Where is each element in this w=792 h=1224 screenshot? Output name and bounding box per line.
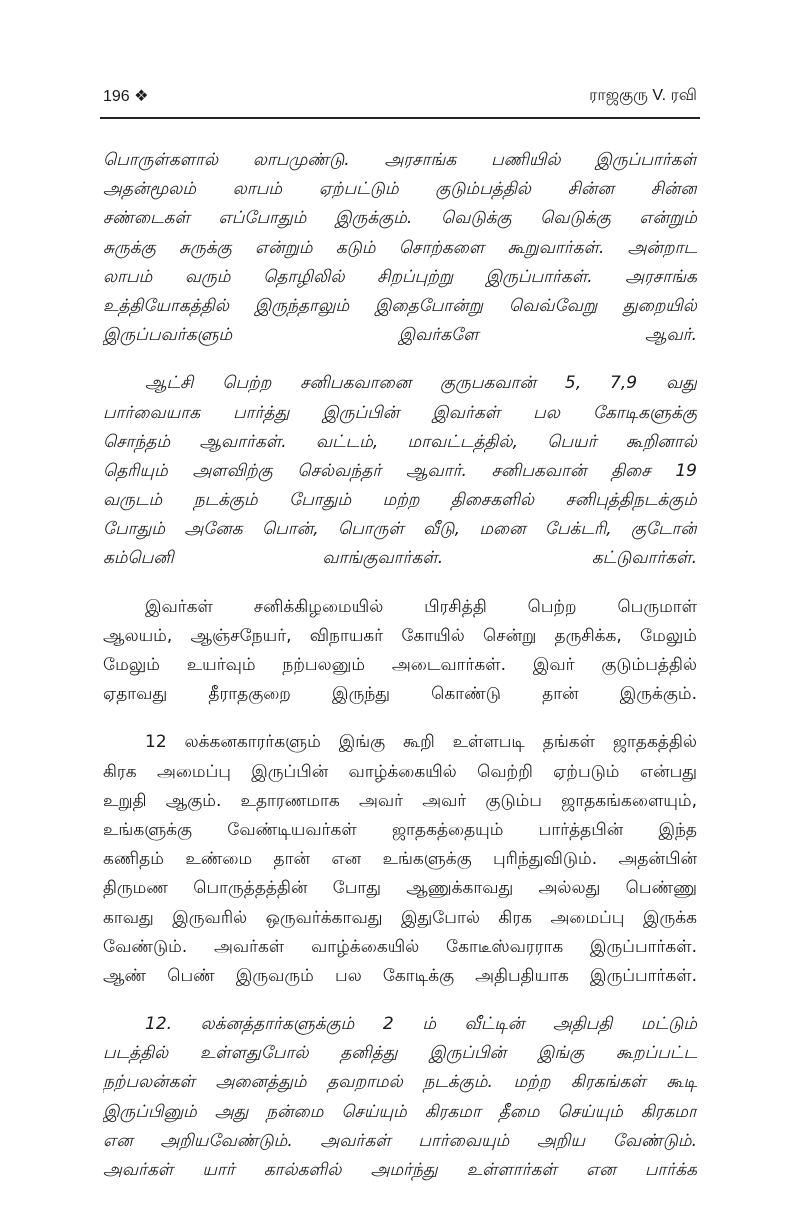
text-line: பொருள்களால் லாபமுண்டு. அரசாங்க பணியில் இருப்பார்கள் — [103, 150, 697, 170]
running-title: ராஜகுரு V. ரவி — [589, 87, 697, 104]
paragraph — [103, 146, 697, 350]
text-line: உத்தியோகத்தில் இருந்தாலும் இதைபோன்று வெவ்வேறு துறையில் — [103, 295, 697, 316]
text-line: ஏதாவது தீராதகுறை இருந்து கொண்டு தான் இருக்கும். — [103, 684, 697, 705]
text-line: சண்டைகள் எப்போதும் இருக்கும். வெடுக்கு வெடுக்கு என்றும் — [103, 208, 697, 229]
text-line: காவது இருவரில் ஒருவர்க்காவது இதுபோல் கிரக அமைப்பு இருக்க — [103, 907, 697, 928]
text-line: வேண்டும். அவர்கள் வாழ்க்கையில் கோடீஸ்வரராக இருப்பார்கள். — [103, 936, 697, 957]
page-number: 196 ❖ — [103, 88, 149, 105]
text-line: பார்வையாக பார்த்து இருப்பின் இவர்கள் பல கோடிகளுக்கு — [103, 402, 697, 423]
text-line: அவர்கள் யார் கால்களில் அமர்ந்து உள்ளார்கள் என பார்க்க — [103, 1160, 697, 1180]
text-line: தெரியும் அளவிற்கு செல்வந்தர் ஆவார். சனிபகவான் திசை 19 — [103, 460, 697, 481]
text-line: ஆட்சி பெற்ற சனிபகவானை குருபகவான் 5, 7,9 வது — [145, 373, 697, 394]
text-line: லாபம் வரும் தொழிலில் சிறப்புற்று இருப்பார்கள். அரசாங்க — [103, 266, 697, 287]
text-line: ஆண் பெண் இருவரும் பல கோடிக்கு அதிபதியாக இருப்பார்கள். — [103, 965, 697, 986]
paragraph — [103, 369, 697, 573]
text-line: போதும் அனேக பொன், பொருள் வீடு, மனை பேக்டரி, குடோன் — [103, 519, 697, 540]
header-rule — [100, 117, 700, 119]
text-line: கிரக அமைப்பு இருப்பின் வாழ்க்கையில் வெற்றி ஏற்படும் என்பது — [103, 761, 697, 782]
paragraph — [103, 1010, 697, 1185]
text-line: உறுதி ஆகும். உதாரணமாக அவர் அவர் குடும்ப ஜாதகங்களையும், — [103, 790, 697, 811]
text-line: இருப்பினும் அது நன்மை செய்யும் கிரகமா தீமை செய்யும் கிரகமா — [103, 1101, 697, 1122]
page-header — [103, 86, 697, 110]
text-line: 12 லக்கனகாரர்களும் இங்கு கூறி உள்ளபடி தங்கள் ஜாதகத்தில் — [145, 732, 697, 753]
paragraph — [103, 728, 697, 991]
text-line: ஆலயம், ஆஞ்சநேயர், விநாயகர் கோயில் சென்று தருசிக்க, மேலும் — [103, 625, 697, 646]
text-line: என அறியவேண்டும். அவர்கள் பார்வையும் அறிய வேண்டும். — [103, 1130, 697, 1151]
text-line: வருடம் நடக்கும் போதும் மற்ற திசைகளில் சனிபுத்திநடக்கும் — [103, 490, 697, 511]
body-text — [103, 146, 697, 1204]
text-line: நற்பலன்கள் அனைத்தும் தவறாமல் நடக்கும். மற்ற கிரகங்கள் கூடி — [103, 1072, 697, 1093]
text-line: கணிதம் உண்மை தான் என உங்களுக்கு புரிந்துவிடும். அதன்பின் — [103, 849, 697, 870]
text-line: படத்தில் உள்ளதுபோல் தனித்து இருப்பின் இங்கு கூறப்பட்ட — [103, 1043, 697, 1064]
text-line: மேலும் உயர்வும் நற்பலனும் அடைவார்கள். இவர் குடும்பத்தில் — [103, 655, 697, 675]
paragraph — [103, 593, 697, 710]
text-line: சுருக்கு சுருக்கு என்றும் கடும் சொற்களை கூறுவார்கள். அன்றாட — [103, 237, 697, 258]
text-line: உங்களுக்கு வேண்டியவர்கள் ஜாதகத்தையும் பார்த்தபின் இந்த — [103, 819, 697, 840]
text-line: இவர்கள் சனிக்கிழமையில் பிரசித்தி பெற்ற பெருமாள் — [145, 596, 697, 617]
text-line: திருமண பொருத்தத்தின் போது ஆணுக்காவது அல்லது பெண்ணு — [103, 878, 697, 899]
text-line: இருப்பவர்களும் இவர்களே ஆவர். — [103, 325, 697, 346]
text-line: கம்பெனி வாங்குவார்கள். கட்டுவார்கள். — [103, 548, 697, 569]
text-line: சொந்தம் ஆவார்கள். வட்டம், மாவட்டத்தில், பெயர் கூறினால் — [103, 431, 697, 452]
text-line: அதன்மூலம் லாபம் ஏற்பட்டும் குடும்பத்தில் சின்ன சின்ன — [103, 179, 697, 200]
text-line: 12. லக்னத்தார்களுக்கும் 2 ம் வீட்டின் அதிபதி மட்டும் — [145, 1014, 697, 1035]
